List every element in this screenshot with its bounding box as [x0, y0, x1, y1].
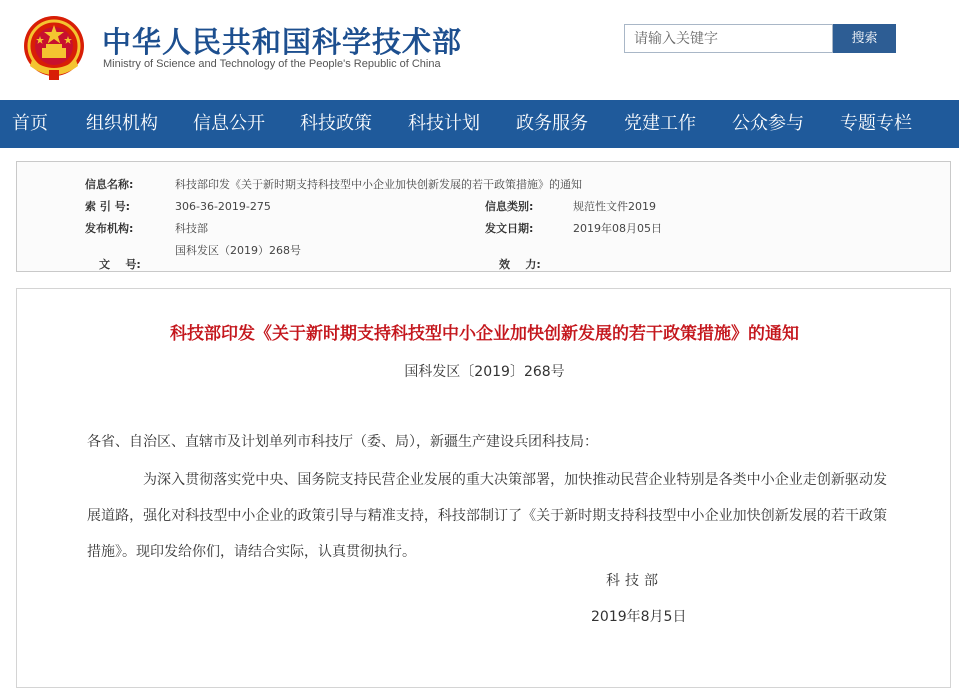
info-doc-value-row — [175, 244, 301, 258]
info-index-label: 索 引 号: — [85, 200, 131, 213]
nav-item-public-participation[interactable]: 公众参与 — [732, 113, 804, 134]
info-name-value: 科技部印发《关于新时期支持科技型中小企业加快创新发展的若干政策措施》的通知 — [175, 178, 582, 191]
info-date-label: 发文日期: — [485, 222, 534, 235]
info-validity-label: 效 力: — [499, 258, 541, 271]
info-category-row — [485, 200, 533, 214]
article-signature-date: 2019年8月5日 — [591, 609, 687, 625]
info-validity-row — [485, 244, 541, 286]
info-category-value-row — [573, 200, 656, 214]
info-date-value-row — [573, 222, 662, 236]
nav-item-info-disclosure[interactable]: 信息公开 — [193, 113, 265, 134]
info-issuer-label: 发布机构: — [85, 222, 134, 235]
info-date-row — [485, 222, 533, 236]
article-content — [16, 288, 951, 688]
nav-item-party-building[interactable]: 党建工作 — [624, 113, 696, 134]
nav-item-organization[interactable]: 组织机构 — [86, 113, 158, 134]
site-header — [0, 0, 959, 100]
site-title[interactable]: 中华人民共和国科学技术部 — [102, 25, 463, 59]
info-issuer-value: 科技部 — [175, 222, 208, 235]
info-doc-label: 文 号: — [99, 258, 141, 271]
main-nav — [0, 100, 959, 148]
national-emblem-icon[interactable] — [22, 14, 86, 82]
info-index-value: 306-36-2019-275 — [175, 200, 271, 213]
info-index-row — [85, 200, 130, 214]
article-signature-org: 科技部 — [606, 573, 663, 589]
article-title: 科技部印发《关于新时期支持科技型中小企业加快创新发展的若干政策措施》的通知 — [170, 324, 799, 344]
nav-item-special-topics[interactable]: 专题专栏 — [840, 113, 912, 134]
nav-item-home[interactable]: 首页 — [12, 113, 48, 134]
info-name-label: 信息名称: — [85, 178, 134, 191]
document-info-panel — [16, 161, 951, 272]
info-issuer-value-row — [175, 222, 208, 236]
info-index-value-row — [175, 200, 271, 214]
nav-item-policy[interactable]: 科技政策 — [300, 113, 372, 134]
info-category-label: 信息类别: — [485, 200, 534, 213]
info-category-value: 规范性文件2019 — [573, 200, 656, 213]
info-issuer-row — [85, 222, 133, 236]
info-name-value-row — [175, 178, 582, 192]
article-salutation: 各省、自治区、直辖市及计划单列市科技厅（委、局），新疆生产建设兵团科技局： — [87, 434, 598, 450]
info-name-row — [85, 178, 133, 192]
nav-item-services[interactable]: 政务服务 — [516, 113, 588, 134]
search-button[interactable]: 搜索 — [833, 24, 896, 53]
nav-item-programs[interactable]: 科技计划 — [408, 113, 480, 134]
info-doc-row — [85, 244, 141, 286]
site-title-english: Ministry of Science and Technology of the People's Republic of China — [103, 58, 441, 70]
search-input[interactable] — [624, 24, 833, 53]
info-doc-value: 国科发区（2019）268号 — [175, 244, 301, 257]
article-body-paragraph: 为深入贯彻落实党中央、国务院支持民营企业发展的重大决策部署，加快推动民营企业特别是各类中小企业走创新驱动发展道路，强化对科技型中小企业的政策引导与精准支持，科技部制订了《关于新时期支持科技型中小企业加快创新发展的若干政策措施》。现印发给你们，请结合实际，认真贯彻执行。 — [87, 472, 887, 560]
article-doc-number: 国科发区〔2019〕268号 — [404, 364, 565, 380]
info-date-value: 2019年08月05日 — [573, 222, 662, 235]
